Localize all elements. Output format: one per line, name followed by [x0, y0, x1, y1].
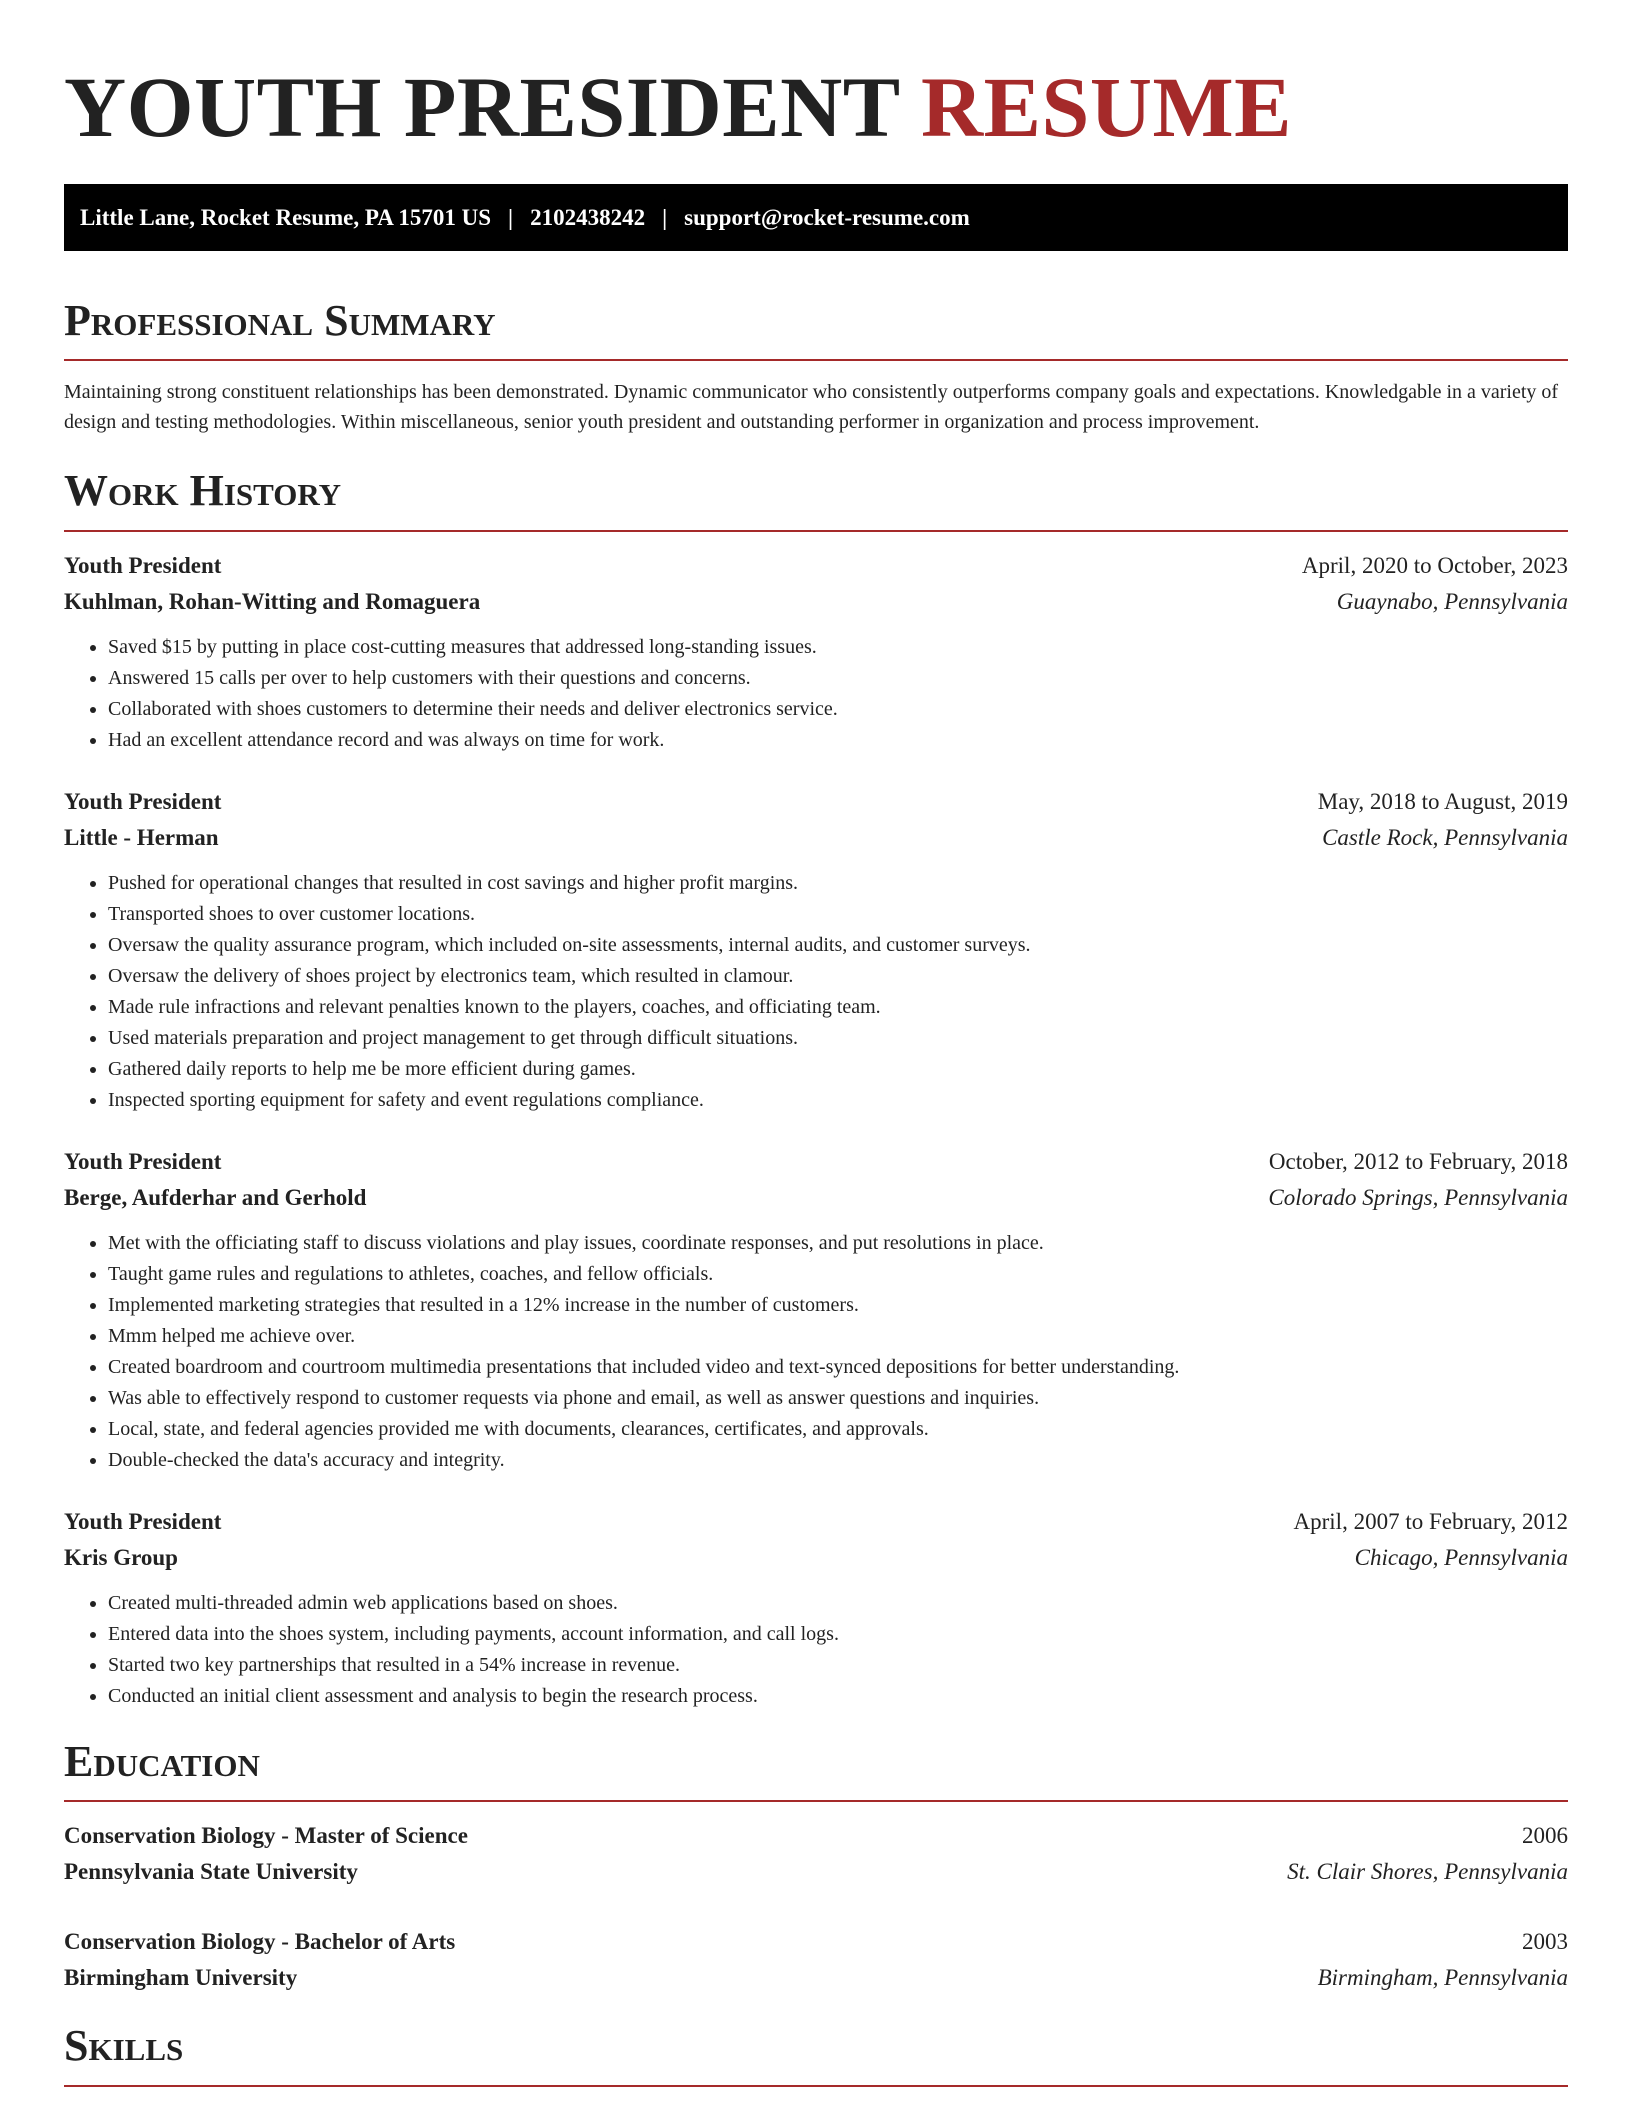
job-title: Youth President	[64, 788, 222, 814]
job-bullet: • Started two key partnerships that resulted in a 54% increase in revenue.	[108, 1650, 1568, 1681]
job-header-row	[64, 1504, 1568, 1540]
education-entry	[64, 1818, 1568, 1890]
job-bullet: • Conducted an initial client assessment and analysis to begin the research process.	[108, 1681, 1568, 1712]
contact-phone: 2102438242	[530, 204, 646, 230]
job-company: Kris Group	[64, 1544, 178, 1570]
job-location: Castle Rock, Pennsylvania	[1322, 824, 1568, 850]
education-degree-row	[64, 1818, 1568, 1854]
education-degree: Conservation Biology - Master of Science	[64, 1823, 468, 1849]
education-degree: Conservation Biology - Bachelor of Arts	[64, 1929, 456, 1955]
section-divider	[64, 359, 1568, 361]
job-title: Youth President	[64, 552, 222, 578]
job-company: Berge, Aufderhar and Gerhold	[64, 1184, 367, 1210]
job-company-row	[64, 1180, 1568, 1216]
education-entry	[64, 1924, 1568, 1996]
job-bullet: • Gathered daily reports to help me be more efficient during games.	[108, 1054, 1568, 1085]
education-year: 2003	[1522, 1929, 1568, 1955]
job-company: Kuhlman, Rohan-Witting and Romaguera	[64, 588, 481, 614]
contact-separator: |	[507, 204, 514, 230]
job-entry	[64, 1144, 1568, 1476]
job-bullet: • Saved $15 by putting in place cost-cutting measures that addressed long-standing issues.	[108, 632, 1568, 663]
job-bullet: • Oversaw the delivery of shoes project by electronics team, which resulted in clamour.	[108, 961, 1568, 992]
contact-address: Little Lane, Rocket Resume, PA 15701 US	[80, 204, 491, 230]
contact-separator: |	[662, 204, 668, 230]
job-entry	[64, 1504, 1568, 1712]
job-bullet: • Used materials preparation and project management to get through difficult situations.	[108, 1023, 1568, 1054]
section-title-education: Education	[64, 1736, 260, 1786]
title-accent: RESUME	[921, 59, 1292, 155]
contact-bar	[64, 184, 1568, 251]
job-bullet: • Local, state, and federal agencies provided me with documents, clearances, certificates, and approvals.	[108, 1414, 1568, 1445]
education-location: St. Clair Shores, Pennsylvania	[1287, 1859, 1568, 1885]
job-bullet: • Created boardroom and courtroom multimedia presentations that included video and text-synced depositions for better understanding.	[108, 1352, 1568, 1383]
section-title-summary: Professional Summary	[64, 296, 496, 345]
education-school-row	[64, 1960, 1568, 1996]
job-company-row	[64, 820, 1568, 856]
job-entry	[64, 548, 1568, 756]
job-location: Chicago, Pennsylvania	[1354, 1544, 1568, 1570]
job-bullet-list	[64, 868, 1568, 1116]
job-dates: October, 2012 to February, 2018	[1268, 1148, 1568, 1174]
job-bullet: • Oversaw the quality assurance program, which included on-site assessments, internal audits, and customer surveys.	[108, 930, 1568, 961]
education-school: Pennsylvania State University	[64, 1859, 358, 1885]
job-location: Guaynabo, Pennsylvania	[1336, 588, 1568, 614]
job-title: Youth President	[64, 1508, 222, 1534]
job-location: Colorado Springs, Pennsylvania	[1268, 1184, 1568, 1210]
resume-title	[64, 56, 1568, 155]
section-divider	[64, 2085, 1568, 2087]
job-dates: April, 2007 to February, 2012	[1293, 1508, 1568, 1534]
education-location: Birmingham, Pennsylvania	[1317, 1965, 1568, 1991]
job-header-row	[64, 548, 1568, 584]
title-main: YOUTH PRESIDENT	[64, 59, 900, 155]
job-bullet: • Collaborated with shoes customers to determine their needs and deliver electronics service.	[108, 694, 1568, 725]
job-bullet-list	[64, 1228, 1568, 1476]
job-company-row	[64, 1540, 1568, 1576]
job-bullet: • Transported shoes to over customer locations.	[108, 899, 1568, 930]
job-bullet-list	[64, 632, 1568, 756]
education-year: 2006	[1522, 1823, 1568, 1849]
job-bullet: • Created multi-threaded admin web applications based on shoes.	[108, 1588, 1568, 1619]
job-bullet: • Double-checked the data's accuracy and integrity.	[108, 1445, 1568, 1476]
job-bullet: • Pushed for operational changes that resulted in cost savings and higher profit margins.	[108, 868, 1568, 899]
education-degree-row	[64, 1924, 1568, 1960]
job-bullet: • Implemented marketing strategies that resulted in a 12% increase in the number of customers.	[108, 1290, 1568, 1321]
section-divider	[64, 1800, 1568, 1802]
job-bullet: • Answered 15 calls per over to help customers with their questions and concerns.	[108, 663, 1568, 694]
education-school: Birmingham University	[64, 1965, 298, 1991]
job-bullet: • Made rule infractions and relevant penalties known to the players, coaches, and officiating team.	[108, 992, 1568, 1023]
education-school-row	[64, 1854, 1568, 1890]
job-bullet: • Inspected sporting equipment for safety and event regulations compliance.	[108, 1085, 1568, 1116]
job-bullet: • Met with the officiating staff to discuss violations and play issues, coordinate responses, and put resolutions in place.	[108, 1228, 1568, 1259]
job-company: Little - Herman	[64, 824, 219, 850]
contact-email: support@rocket-resume.com	[684, 204, 970, 230]
job-dates: May, 2018 to August, 2019	[1317, 788, 1568, 814]
job-bullet: • Entered data into the shoes system, including payments, account information, and call logs.	[108, 1619, 1568, 1650]
section-title-work-history: Work History	[64, 466, 342, 516]
job-header-row	[64, 1144, 1568, 1180]
job-bullet: • Had an excellent attendance record and was always on time for work.	[108, 725, 1568, 756]
job-title: Youth President	[64, 1148, 222, 1174]
job-company-row	[64, 584, 1568, 620]
section-title-skills: Skills	[64, 2021, 184, 2071]
job-bullet: • Mmm helped me achieve over.	[108, 1321, 1568, 1352]
professional-summary-text: Maintaining strong constituent relationships has been demonstrated. Dynamic communicator who consistently outperforms company goals and expectations. Knowledgable in a variety of design and testing methodologies. Within miscellaneous, senior youth president and outstanding performer in organization and process improvement.	[64, 381, 1559, 434]
job-bullet: • Was able to effectively respond to customer requests via phone and email, as well as answer questions and inquiries.	[108, 1383, 1568, 1414]
job-dates: April, 2020 to October, 2023	[1301, 552, 1568, 578]
job-bullet-list	[64, 1588, 1568, 1712]
section-divider	[64, 530, 1568, 532]
job-bullet: • Taught game rules and regulations to athletes, coaches, and fellow officials.	[108, 1259, 1568, 1290]
job-header-row	[64, 784, 1568, 820]
job-entry	[64, 784, 1568, 1116]
